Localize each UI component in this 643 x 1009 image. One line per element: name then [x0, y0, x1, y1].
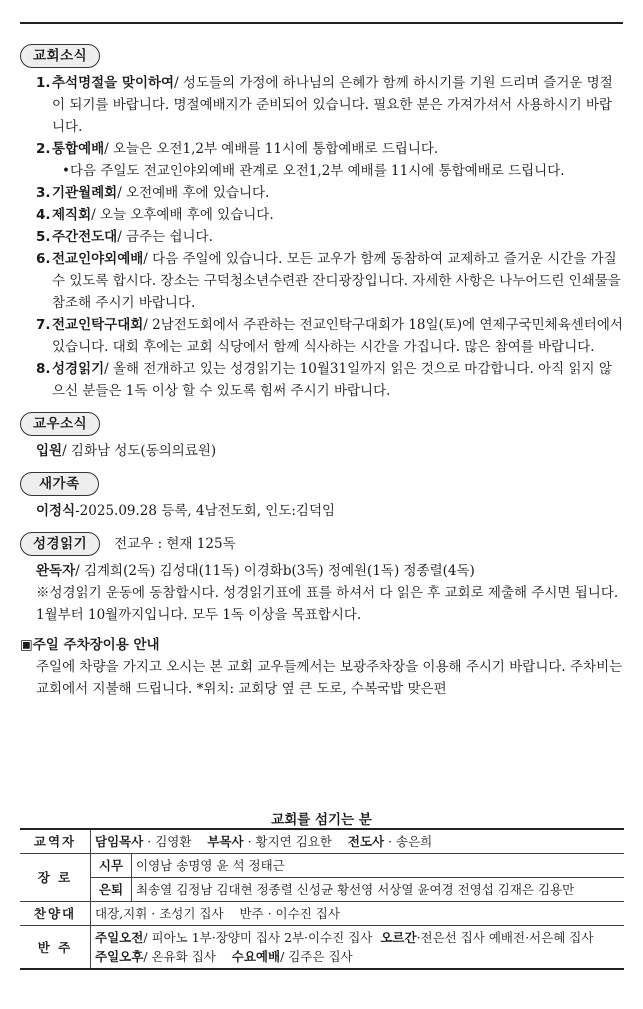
news-item-7: 7. 전교인탁구대회/ 2남전도회에서 주관하는 전교인탁구대회가 18일(토)에 연제구국민체육센터에서 있습니다. 대회 후에는 교회 식당에서 함께 식사하는 시간을 가집니다. 많은 참여를 바랍니다.: [36, 317, 623, 355]
top-rule: [20, 22, 623, 24]
role-clergy: 교역자: [20, 829, 91, 854]
table-row-choir: 찬양대 대장,지휘 · 조성기 집사 반주 · 이수진 집사: [20, 902, 624, 926]
parking-text: 주일에 차량을 가지고 오시는 본 교회 교우들께서는 보광주차장을 이용해 주시기 바랍니다. 주차비는 교회에서 지불해 드립니다. *위치: 교회당 옆 큰 도로, 수복국밥 맞은편: [36, 659, 623, 697]
elders-retired: 최송열 김정남 김대현 정종렬 신성균 황선영 서상열 윤여경 전영섭 김재은 김용만: [132, 878, 625, 902]
table-row-elders-active: [20, 854, 624, 878]
bible-reading-completers: 완독자/ 김계희(2독) 김성대(11독) 이경화b(3독) 정예원(1독) 정종렬(4독): [36, 563, 475, 579]
bible-reading-note: ※성경읽기 운동에 동참합시다. 성경읽기표에 표를 하셔서 다 읽은 후 교회로 제출해 주시면 됩니다. 1월부터 10월까지입니다. 모두 1독 이상을 목표합시다.: [36, 585, 619, 623]
servers-title: 교회를 섬기는 분: [271, 812, 372, 828]
news-item-3: 3. 기관월례회/ 오전예배 후에 있습니다.: [36, 185, 270, 201]
servers-table: [20, 828, 624, 970]
news-item-6: 6. 전교인야외예배/ 다음 주일에 있습니다. 모든 교우가 함께 동참하여 교제하고 즐거운 시간을 가질 수 있도록 합시다. 장소는 구덕청소년수련관 잔디광장입니다. 자세한 사항은 나누어드린 인쇄물을 참조해 주시기 바랍니다.: [36, 251, 621, 311]
role-accompaniment: 반 주: [20, 926, 91, 970]
elders-active: 이영남 송명영 윤 석 정태근: [132, 854, 625, 878]
bible-reading-total: 전교우 : 현재 125독: [114, 536, 236, 552]
role-choir: 찬양대: [20, 902, 91, 926]
new-family-line: 이정식-2025.09.28 등록, 4남전도회, 인도:김덕임: [36, 503, 336, 519]
table-row-clergy: 교역자 담임목사 · 김영환 부목사 · 황지연 김요한 전도사 · 송은희: [20, 829, 624, 854]
elders-active-label: 시무: [91, 854, 132, 878]
role-elders: 장 로: [20, 854, 91, 902]
bible-reading-header: 성경읽기: [20, 532, 100, 556]
news-item-2-sub: •다음 주일도 전교인야외예배 관계로 오전1,2부 예배를 11시에 통합예배로 드립니다.: [62, 163, 565, 179]
table-row-accompaniment: 반 주 주일오전/ 피아노 1부·장양미 집사 2부·이수진 집사 오르간·전은선 집사 예배전·서은혜 집사 주일오후/ 온유화 집사 수요예배/ 김주은 집사: [20, 926, 624, 970]
news-item-1: 1. 추석명절을 맞이하여/ 성도들의 가정에 하나님의 은혜가 함께 하시기를 기원 드리며 즐거운 명절이 되기를 바랍니다. 명절예배지가 준비되어 있습니다. 필요한 분은 가져가셔서 사용하시기 바랍니다.: [36, 75, 613, 135]
news-item-4: 4. 제직회/ 오늘 오후예배 후에 있습니다.: [36, 207, 274, 223]
new-family-header: 새가족: [20, 472, 99, 496]
church-news-header: 교회소식: [20, 44, 100, 68]
news-item-5: 5. 주간전도대/ 금주는 쉽니다.: [36, 229, 213, 245]
elders-retired-label: 은퇴: [91, 878, 132, 902]
member-news-header: 교우소식: [20, 412, 100, 436]
news-item-2: 2. 통합예배/ 오늘은 오전1,2부 예배를 11시에 통합예배로 드립니다. •다음 주일도 전교인야외예배 관계로 오전1,2부 예배를 11시에 통합예배로 드립니다.: [36, 138, 624, 182]
member-news-line: 입원/ 김화남 성도(동의의료원): [36, 443, 217, 459]
news-item-8: 8. 성경읽기/ 올해 전개하고 있는 성경읽기는 10월31일까지 읽은 것으로 마감합니다. 아직 읽지 않으신 분들은 1독 이상 할 수 있도록 힘써 주시기 바랍니다.: [36, 361, 612, 399]
church-news-list: [20, 72, 624, 402]
parking-title: ▣주일 주차장이용 안내: [20, 637, 160, 653]
bulletin-content: [20, 38, 624, 700]
table-row-elders-retired: [20, 878, 624, 902]
